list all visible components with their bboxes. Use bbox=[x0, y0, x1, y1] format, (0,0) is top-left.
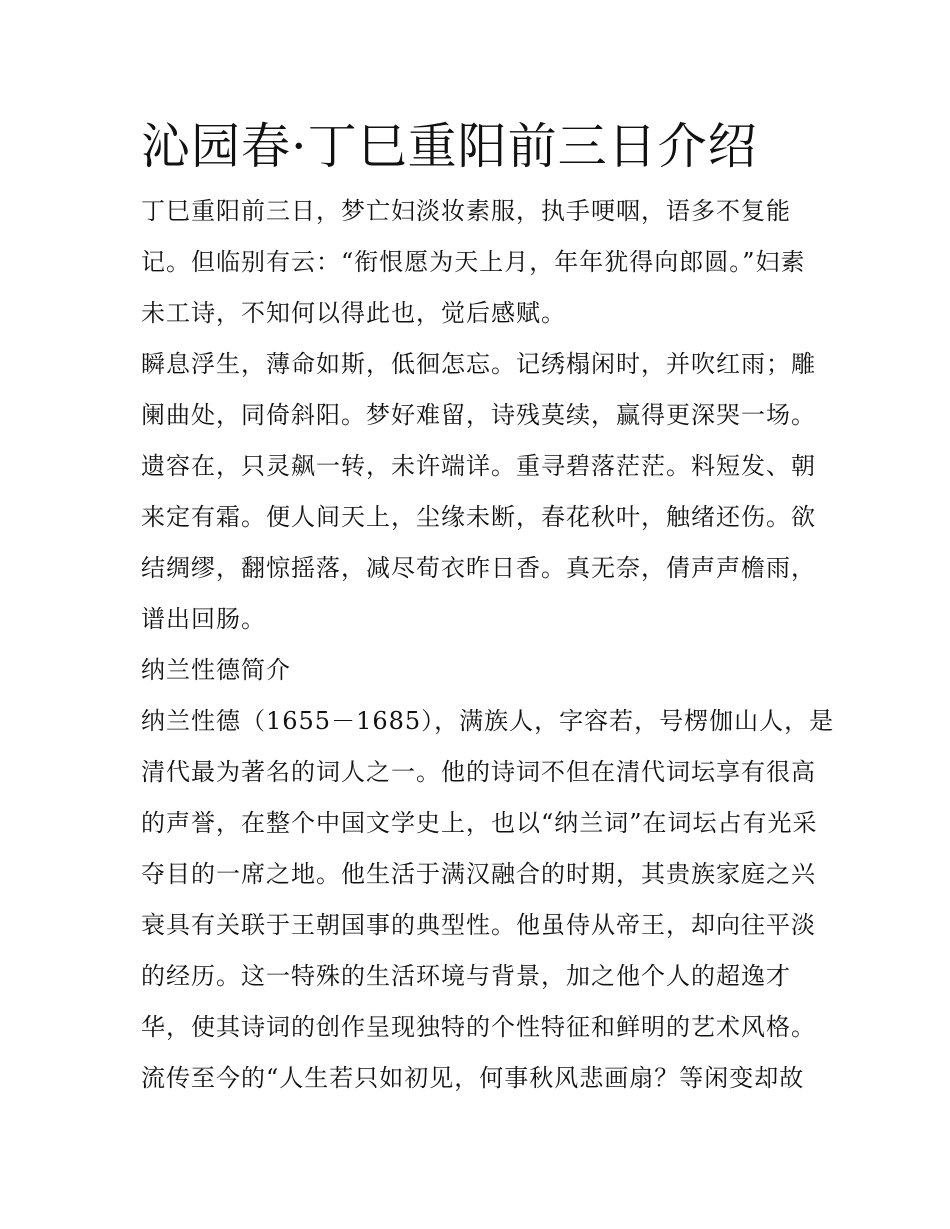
section-heading: 纳兰性德简介 bbox=[141, 656, 291, 684]
text-line: 瞬息浮生，薄命如斯，低徊怎忘。记绣榻闲时，并吹红雨；雕 bbox=[141, 350, 816, 378]
document-body bbox=[141, 186, 835, 1104]
text-line: 结绸缪，翻惊摇落，减尽荀衣昨日香。真无奈，倩声声檐雨， bbox=[141, 554, 816, 582]
text-line: 阑曲处，同倚斜阳。梦好难留，诗残莫续，赢得更深哭一场。 bbox=[141, 401, 816, 429]
document-title: 沁园春·丁巳重阳前三日介绍 bbox=[141, 118, 758, 175]
text-line: 纳兰性德（1655－1685），满族人，字容若，号楞伽山人，是 bbox=[141, 707, 835, 735]
text-line: 丁巳重阳前三日，梦亡妇淡妆素服，执手哽咽，语多不复能 bbox=[141, 197, 791, 225]
text-line: 衰具有关联于王朝国事的典型性。他虽侍从帝王，却向往平淡 bbox=[141, 911, 816, 939]
text-line: 的经历。这一特殊的生活环境与背景，加之他个人的超逸才 bbox=[141, 962, 791, 990]
text-line: 清代最为著名的词人之一。他的诗词不但在清代词坛享有很高 bbox=[141, 758, 816, 786]
text-line: 记。但临别有云：“衔恨愿为天上月，年年犹得向郎圆。”妇素 bbox=[141, 248, 806, 276]
text-line: 的声誉，在整个中国文学史上，也以“纳兰词”在词坛占有光采 bbox=[141, 809, 818, 837]
text-line: 流传至今的“人生若只如初见，何事秋风悲画扇？等闲变却故 bbox=[141, 1064, 805, 1092]
text-line: 谱出回肠。 bbox=[141, 605, 266, 633]
text-line: 未工诗，不知何以得此也，觉后感赋。 bbox=[141, 299, 566, 327]
text-line: 来定有霜。便人间天上，尘缘未断，春花秋叶，触绪还伤。欲 bbox=[141, 503, 816, 531]
document-page bbox=[141, 112, 835, 1104]
text-line: 遗容在，只灵飙一转，未许端详。重寻碧落茫茫。料短发、朝 bbox=[141, 452, 816, 480]
text-line: 夺目的一席之地。他生活于满汉融合的时期，其贵族家庭之兴 bbox=[141, 860, 816, 888]
text-line: 华，使其诗词的创作呈现独特的个性特征和鲜明的艺术风格。 bbox=[141, 1013, 816, 1041]
